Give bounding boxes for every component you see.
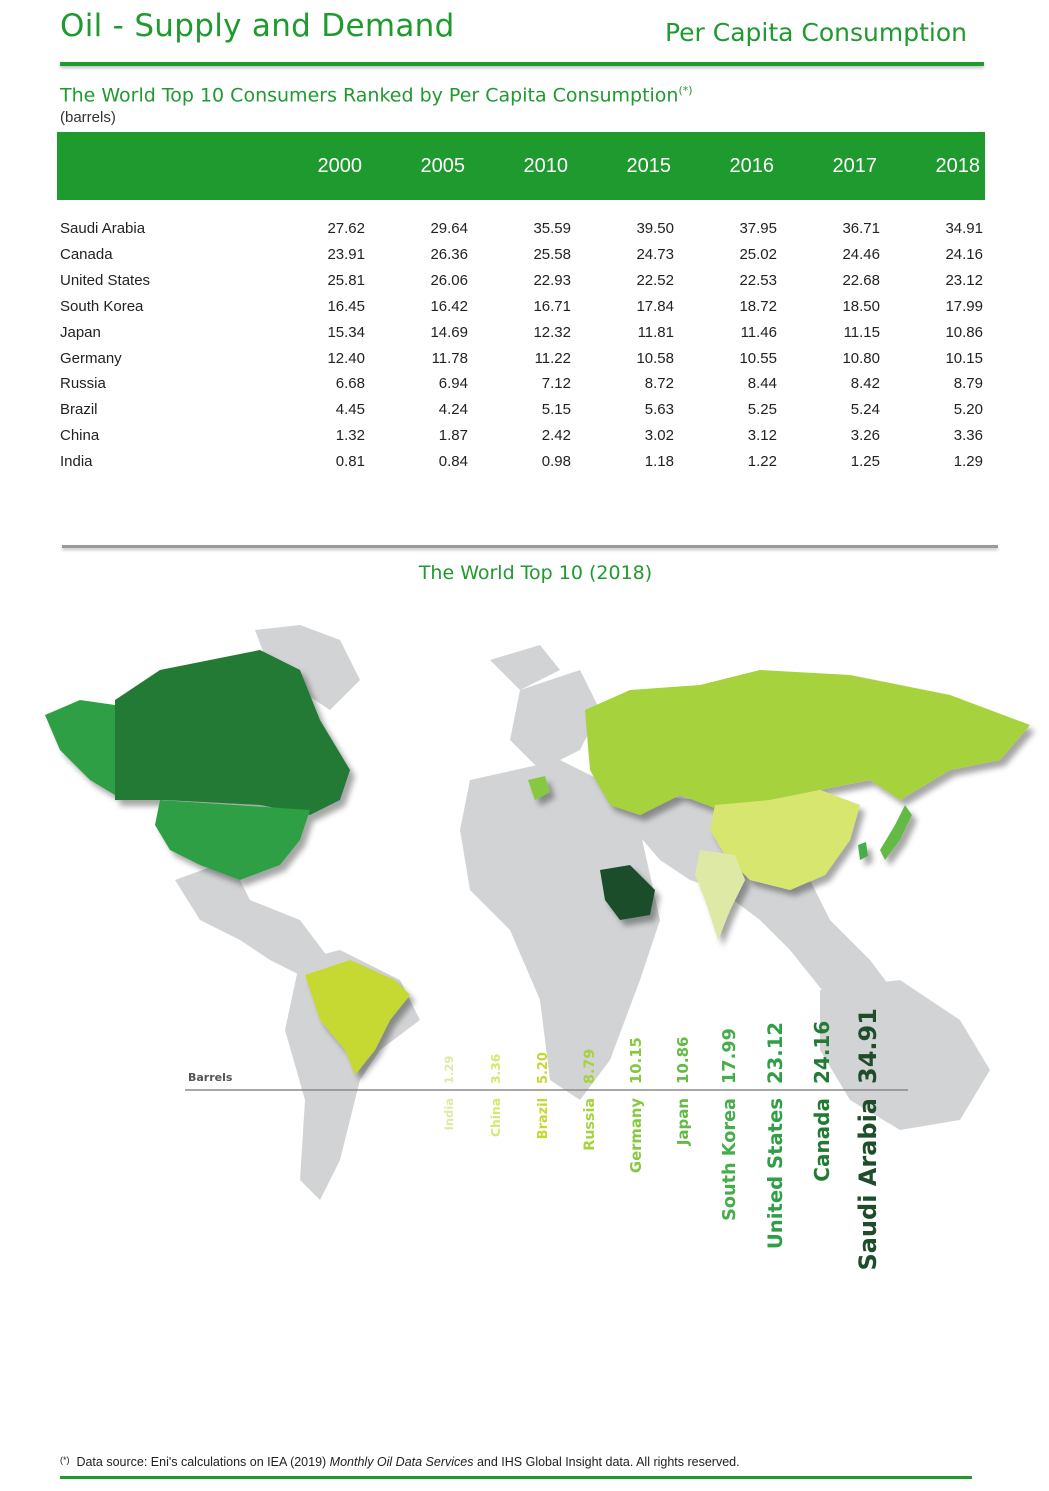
row-value: 6.94 (438, 375, 468, 393)
row-value: 34.91 (945, 220, 983, 237)
row-value: 11.46 (740, 323, 777, 341)
footnote-marker: (*) (60, 1455, 70, 1465)
row-value: 24.16 (945, 245, 983, 263)
row-value: 26.06 (430, 271, 468, 289)
row-country: United States (60, 271, 151, 289)
bar-value-label: 24.16 (810, 1020, 834, 1084)
section-title: Per Capita Consumption (664, 18, 967, 47)
table-row (60, 216, 985, 242)
row-value: 22.93 (533, 271, 571, 289)
row-value: 15.34 (327, 323, 365, 341)
row-value: 18.72 (739, 297, 777, 315)
bar-category-label: United States (764, 1098, 787, 1250)
country-shape-alaska (45, 700, 115, 795)
row-value: 11.22 (534, 349, 571, 367)
bar-category-label: Brazil (536, 1098, 551, 1140)
table-unit: (barrels) (60, 109, 116, 126)
country-shape-united-states (155, 800, 310, 880)
footnote (60, 1455, 740, 1469)
bar-value-label: 3.36 (489, 1053, 503, 1084)
row-value: 24.46 (842, 245, 880, 263)
row-value: 16.71 (533, 297, 571, 315)
bar-category-label: Saudi Arabia (854, 1098, 882, 1271)
bar-category-label: South Korea (720, 1098, 740, 1221)
row-value: 8.72 (644, 375, 674, 393)
table-row (60, 294, 985, 320)
row-value: 39.50 (636, 220, 674, 237)
footnote-source-title: Monthly Oil Data Services (329, 1455, 474, 1469)
row-value: 5.20 (953, 401, 983, 419)
row-value: 16.45 (327, 297, 365, 315)
row-value: 16.42 (430, 297, 468, 315)
row-value: 29.64 (430, 220, 468, 237)
row-value: 5.25 (747, 401, 777, 419)
year-header: 2010 (523, 155, 568, 177)
table-row (60, 449, 985, 475)
bar-value-label: 8.79 (582, 1048, 598, 1084)
row-country: South Korea (60, 297, 144, 315)
row-value: 3.12 (747, 427, 777, 445)
row-value: 17.84 (636, 297, 674, 315)
bar-category-label: Canada (810, 1098, 834, 1182)
row-value: 23.91 (327, 245, 365, 263)
row-value: 10.55 (739, 349, 777, 367)
country-shape-india (695, 850, 745, 940)
row-value: 10.86 (945, 323, 983, 341)
country-shape-japan (880, 805, 912, 860)
row-value: 22.53 (739, 271, 777, 289)
row-value: 1.18 (644, 453, 674, 471)
row-value: 24.73 (636, 245, 674, 263)
row-value: 3.36 (953, 427, 983, 445)
bar-value-label: 10.86 (674, 1036, 692, 1084)
row-value: 8.79 (953, 375, 983, 393)
row-value: 1.25 (850, 453, 880, 471)
country-shape-south-korea (858, 842, 868, 860)
row-value: 7.12 (541, 375, 571, 393)
table-row (60, 397, 985, 423)
row-value: 11.78 (431, 349, 468, 367)
bar-value-label: 1.29 (442, 1055, 456, 1084)
row-country: China (60, 427, 100, 445)
row-value: 6.68 (335, 375, 365, 393)
table-title-text: The World Top 10 Consumers Ranked by Per Capita Consumption (60, 84, 679, 107)
row-value: 1.29 (953, 453, 983, 471)
row-value: 27.62 (327, 220, 365, 237)
bar-category-label: Germany (628, 1098, 645, 1174)
bar-value-label: 5.20 (536, 1052, 551, 1084)
row-value: 22.68 (842, 271, 880, 289)
row-value: 1.87 (438, 427, 468, 445)
row-value: 36.71 (842, 220, 880, 237)
table-row (60, 346, 985, 372)
row-value: 2.42 (541, 427, 571, 445)
row-country: Russia (60, 375, 106, 393)
row-value: 5.24 (850, 401, 880, 419)
table-title-note: (*) (678, 84, 693, 97)
world-map-chart (0, 600, 1049, 1320)
year-header: 2017 (832, 155, 877, 177)
row-value: 3.26 (850, 427, 880, 445)
row-value: 10.58 (636, 349, 674, 367)
row-value: 1.22 (747, 453, 777, 471)
row-value: 17.99 (945, 297, 983, 315)
row-value: 35.59 (533, 220, 571, 237)
row-value: 0.84 (438, 453, 468, 471)
header-divider (60, 62, 984, 66)
row-value: 14.69 (430, 323, 468, 341)
row-value: 11.15 (843, 323, 880, 341)
year-header: 2015 (626, 155, 671, 177)
year-header: 2000 (317, 155, 362, 177)
section-divider (62, 545, 998, 548)
row-value: 26.36 (430, 245, 468, 263)
axis-label: Barrels (188, 1071, 233, 1084)
row-value: 12.32 (533, 323, 571, 341)
row-value: 22.52 (636, 271, 674, 289)
bar-category-label: India (442, 1098, 456, 1131)
row-value: 25.81 (327, 271, 365, 289)
row-value: 4.24 (438, 401, 468, 419)
row-value: 3.02 (644, 427, 674, 445)
row-value: 0.81 (335, 453, 365, 471)
row-value: 12.40 (327, 349, 365, 367)
footnote-text-end: and IHS Global Insight data. All rights reserved. (473, 1455, 740, 1469)
row-country: Germany (60, 349, 122, 367)
row-value: 5.63 (644, 401, 674, 419)
row-country: Saudi Arabia (60, 220, 146, 237)
table-row (60, 423, 985, 449)
bar-category-label: China (489, 1098, 503, 1138)
row-value: 1.32 (335, 427, 365, 445)
row-value: 0.98 (541, 453, 571, 471)
row-value: 25.02 (739, 245, 777, 263)
table-row (60, 268, 985, 294)
bar-value-label: 10.15 (628, 1037, 645, 1084)
row-country: Canada (60, 245, 113, 263)
footnote-text-start: Data source: Eni's calculations on IEA (2019) (76, 1455, 330, 1469)
row-value: 25.58 (533, 245, 571, 263)
row-country: Brazil (60, 401, 98, 419)
year-header: 2016 (729, 155, 774, 177)
bar-value-label: 17.99 (720, 1028, 740, 1084)
table-row (60, 371, 985, 397)
row-value: 8.44 (747, 375, 777, 393)
row-value: 10.15 (945, 349, 983, 367)
table-row (60, 320, 985, 346)
bar-value-label: 23.12 (764, 1022, 787, 1084)
table-title (60, 84, 693, 106)
row-value: 8.42 (850, 375, 880, 393)
bar-labels (442, 1008, 882, 1270)
table-header (57, 132, 985, 200)
footer-divider (60, 1476, 972, 1479)
bar-category-label: Russia (582, 1098, 598, 1151)
bar-category-label: Japan (674, 1098, 692, 1146)
page-title: Oil - Supply and Demand (60, 8, 455, 44)
row-country: Japan (60, 323, 101, 341)
row-country: India (60, 453, 93, 471)
year-header: 2005 (420, 155, 465, 177)
year-header: 2018 (935, 155, 980, 177)
row-value: 5.15 (541, 401, 571, 419)
row-value: 23.12 (945, 271, 983, 289)
row-value: 18.50 (842, 297, 880, 315)
row-value: 11.81 (637, 323, 674, 341)
row-value: 10.80 (842, 349, 880, 367)
row-value: 4.45 (335, 401, 365, 419)
map-title: The World Top 10 (2018) (418, 562, 653, 584)
table-row (60, 242, 985, 268)
row-value: 37.95 (739, 220, 777, 237)
bar-value-label: 34.91 (854, 1008, 882, 1084)
